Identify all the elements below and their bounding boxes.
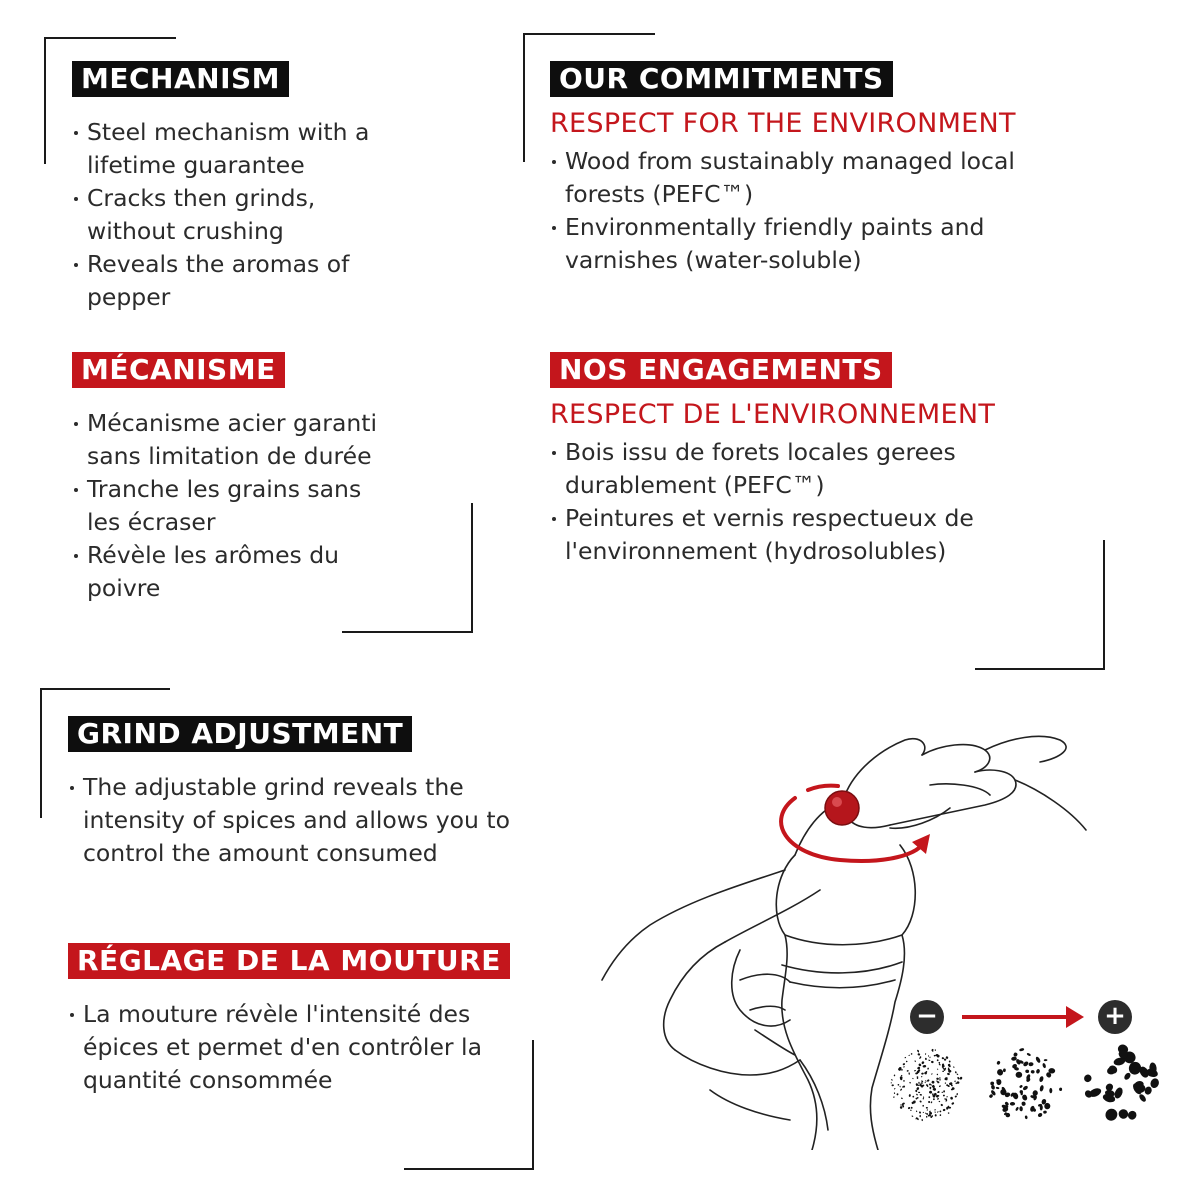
engagements-list — [550, 436, 1170, 568]
list-item: La mouture révèle l'intensité des épices et permet d'en contrôler la quantité consommée — [68, 998, 513, 1097]
grind-level-swatches — [880, 1040, 1180, 1130]
list-item: Wood from sustainably managed local forests (PEFC™) — [550, 145, 1085, 211]
minus-icon: − — [910, 1000, 944, 1034]
arrow-head-icon — [1066, 1006, 1084, 1028]
engagements-section — [550, 352, 1170, 568]
commitments-title: OUR COMMITMENTS — [550, 61, 893, 97]
mecanisme-section — [72, 352, 472, 605]
grind-section — [68, 716, 528, 870]
list-item: Bois issu de forets locales gerees durablement (PEFC™) — [550, 436, 1035, 502]
grind-title: GRIND ADJUSTMENT — [68, 716, 412, 752]
list-item: The adjustable grind reveals the intensity of spices and allows you to control the amount consumed — [68, 771, 513, 870]
list-item: Environmentally friendly paints and varnishes (water-soluble) — [550, 211, 1045, 277]
mechanism-list — [72, 116, 472, 314]
reglage-title: RÉGLAGE DE LA MOUTURE — [68, 943, 510, 979]
mecanisme-list — [72, 407, 472, 605]
grind-list — [68, 771, 528, 870]
reglage-section — [68, 943, 548, 1097]
plus-icon: + — [1098, 1000, 1132, 1034]
grind-swatch-coarse — [1083, 1043, 1161, 1123]
engagements-subtitle: RESPECT DE L'ENVIRONNEMENT — [550, 399, 996, 430]
commitments-list — [550, 145, 1170, 277]
list-item: Peintures et vernis respectueux de l'environnement (hydrosolubles) — [550, 502, 1055, 568]
mechanism-title: MECHANISM — [72, 61, 289, 97]
grind-swatch-medium — [989, 1048, 1063, 1120]
grind-swatch-fine — [891, 1049, 963, 1122]
list-item: Reveals the aromas of pepper — [72, 248, 387, 314]
reglage-list — [68, 998, 548, 1097]
commitments-subtitle: RESPECT FOR THE ENVIRONMENT — [550, 108, 1016, 139]
mecanisme-title: MÉCANISME — [72, 352, 285, 388]
list-item: Steel mechanism with a lifetime guarantee — [72, 116, 387, 182]
engagements-title: NOS ENGAGEMENTS — [550, 352, 892, 388]
list-item: Révèle les arômes du poivre — [72, 539, 387, 605]
list-item: Mécanisme acier garanti sans limitation de durée — [72, 407, 427, 473]
list-item: Cracks then grinds, without crushing — [72, 182, 362, 248]
mechanism-section — [72, 61, 472, 314]
list-item: Tranche les grains sans les écraser — [72, 473, 397, 539]
commitments-section — [550, 61, 1170, 277]
grind-direction-arrow-icon — [962, 1015, 1070, 1019]
